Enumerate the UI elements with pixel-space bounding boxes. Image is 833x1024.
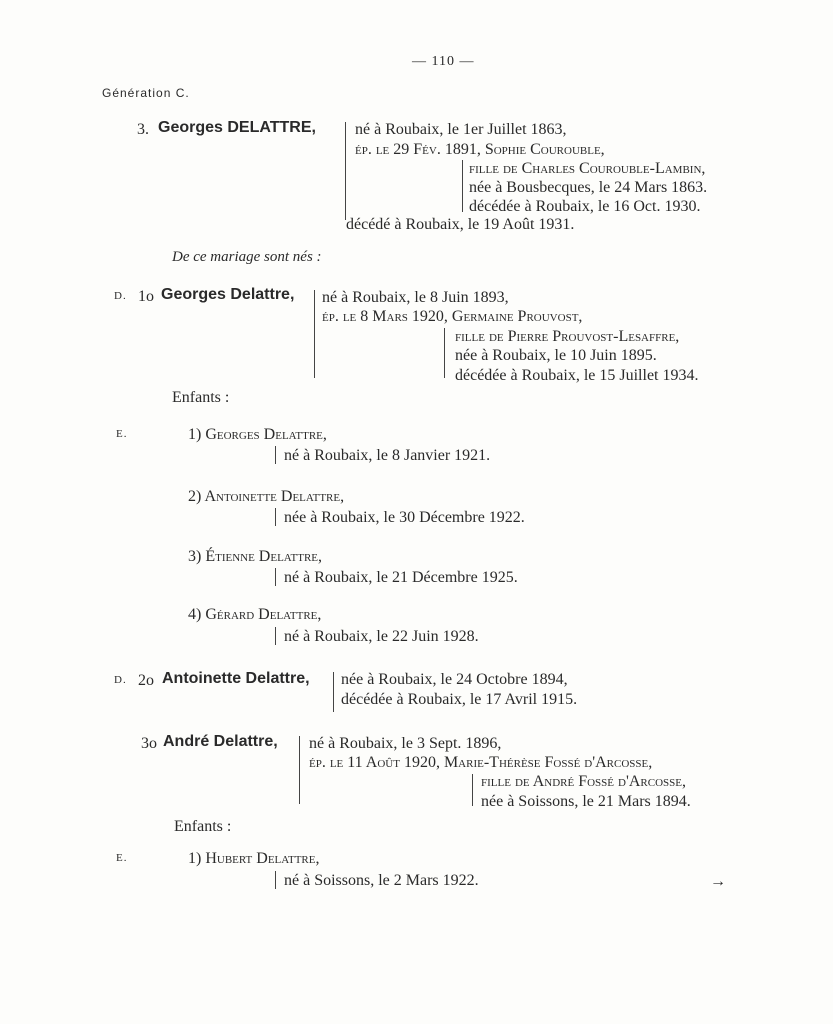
bracket-line — [333, 672, 334, 712]
spouse-parent-line: fille de Charles Courouble-Lambin, — [469, 160, 706, 177]
child-name: 1) Hubert Delattre, — [188, 850, 320, 867]
marriage-line: ép. le 11 Août 1920, Marie-Thérèse Fossé d'Arcosse, — [309, 754, 653, 771]
death-line: décédée à Roubaix, le 17 Avril 1915. — [341, 691, 578, 708]
birth-line: né à Roubaix, le 1er Juillet 1863, — [355, 121, 567, 138]
bracket-line — [314, 290, 315, 378]
person-name-antoinette: Antoinette Delattre, — [162, 670, 310, 687]
spouse-birth-line: née à Soissons, le 21 Mars 1894. — [481, 793, 691, 810]
child-detail: né à Roubaix, le 8 Janvier 1921. — [284, 447, 491, 464]
spouse-birth-line: née à Roubaix, le 10 Juin 1895. — [455, 347, 657, 364]
child-name: 3) Étienne Delattre, — [188, 548, 323, 565]
child-detail: né à Roubaix, le 22 Juin 1928. — [284, 628, 479, 645]
birth-line: né à Roubaix, le 8 Juin 1893, — [322, 289, 509, 306]
spouse-death-line: décédée à Roubaix, le 15 Juillet 1934. — [455, 367, 699, 384]
bracket-line — [275, 871, 276, 889]
bracket-line — [472, 774, 473, 806]
death-line: décédé à Roubaix, le 19 Août 1931. — [346, 216, 575, 233]
level-marker: D. — [114, 290, 127, 302]
child-detail: né à Roubaix, le 21 Décembre 1925. — [284, 569, 518, 586]
bracket-line — [275, 568, 276, 586]
bracket-line — [462, 160, 463, 212]
bracket-line — [299, 736, 300, 804]
bracket-line — [345, 122, 346, 220]
child-name: 4) Gérard Delattre, — [188, 606, 322, 623]
marriage-line: ép. le 29 Fév. 1891, Sophie Courouble, — [355, 141, 605, 158]
entry-number: 2o — [138, 672, 154, 689]
generation-heading: Génération C. — [102, 86, 190, 100]
spouse-birth-line: née à Bousbecques, le 24 Mars 1863. — [469, 179, 708, 196]
spouse-parent-line: fille de André Fossé d'Arcosse, — [481, 773, 686, 790]
page-number: — 110 — — [412, 54, 475, 69]
bracket-line — [275, 627, 276, 645]
entry-number: 1o — [138, 288, 154, 305]
entry-number: 3o — [141, 735, 157, 752]
continuation-arrow-icon: → — [710, 873, 726, 890]
birth-line: né à Roubaix, le 3 Sept. 1896, — [309, 735, 502, 752]
person-name-andre: André Delattre, — [163, 733, 278, 750]
bracket-line — [275, 446, 276, 464]
marriage-line: ép. le 8 Mars 1920, Germaine Prouvost, — [322, 308, 583, 325]
spouse-death-line: décédée à Roubaix, le 16 Oct. 1930. — [469, 198, 701, 215]
level-marker: E. — [116, 852, 128, 864]
level-marker: E. — [116, 428, 128, 440]
person-name-georges-jr: Georges Delattre, — [161, 286, 295, 303]
bracket-line — [275, 508, 276, 526]
child-name: 1) Georges Delattre, — [188, 426, 327, 443]
level-marker: D. — [114, 674, 127, 686]
person-name-georges-sr: Georges DELATTRE, — [158, 119, 316, 136]
marriage-note: De ce mariage sont nés : — [172, 249, 322, 265]
child-detail: née à Roubaix, le 30 Décembre 1922. — [284, 509, 525, 526]
entry-number: 3. — [137, 121, 149, 138]
child-name: 2) Antoinette Delattre, — [188, 488, 345, 505]
child-detail: né à Soissons, le 2 Mars 1922. — [284, 872, 479, 889]
children-label: Enfants : — [174, 818, 232, 835]
birth-line: née à Roubaix, le 24 Octobre 1894, — [341, 671, 568, 688]
children-label: Enfants : — [172, 389, 230, 406]
bracket-line — [444, 328, 445, 378]
spouse-parent-line: fille de Pierre Prouvost-Lesaffre, — [455, 328, 680, 345]
